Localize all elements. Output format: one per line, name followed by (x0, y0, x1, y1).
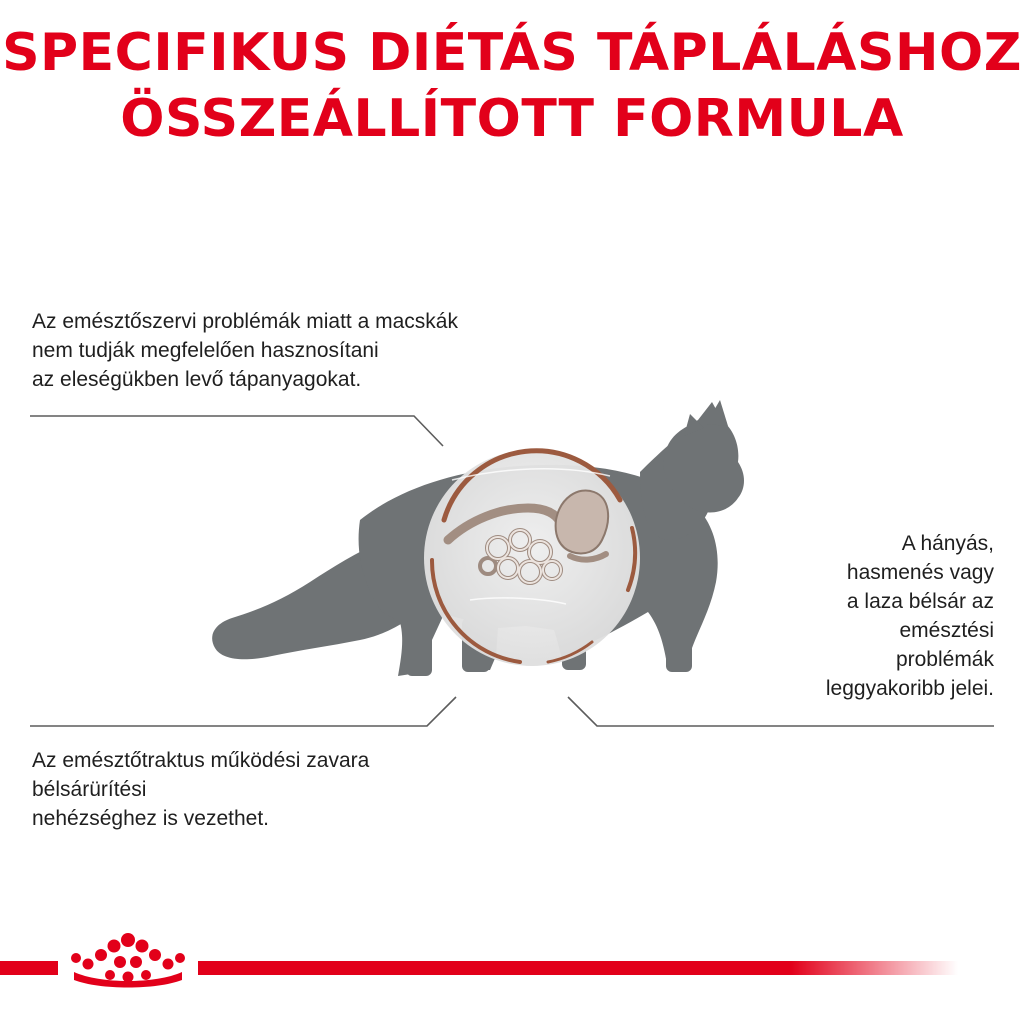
connector-top-left (30, 416, 443, 446)
footer-band-right (198, 961, 958, 975)
callout-line: hasmenés vagy (846, 561, 994, 584)
callout-line: A hányás, (901, 532, 994, 555)
headline-line-2: ÖSSZEÁLLÍTOTT FORMULA (120, 89, 904, 149)
callout-line: nem tudják megfelelően hasznosítani (32, 339, 379, 362)
headline-line-1: SPECIFIKUS DIÉTÁS TÁPLÁLÁSHOZ (2, 23, 1022, 83)
crown-logo-icon (71, 933, 185, 988)
callout-line: problémák (895, 648, 994, 671)
callout-line: Az emésztőszervi problémák miatt a macskák (32, 310, 458, 333)
callout-symptoms (754, 529, 994, 703)
callout-line: leggyakoribb jelei. (825, 677, 994, 700)
digestive-system-icon (424, 450, 640, 666)
callout-line: az eleségükben levő tápanyagokat. (32, 368, 362, 391)
callout-line: Az emésztőtraktus működési zavara (32, 749, 370, 772)
callout-line: nehézséghez is vezethet. (32, 807, 269, 830)
callout-line: emésztési (899, 619, 994, 642)
footer-band-left (0, 961, 58, 975)
callout-line: a laza bélsár az (846, 590, 994, 613)
callout-line: bélsárürítési (32, 778, 147, 801)
callout-defecation (32, 746, 552, 833)
connector-bottom-left (30, 697, 456, 726)
callout-nutrient-absorption (32, 307, 552, 394)
